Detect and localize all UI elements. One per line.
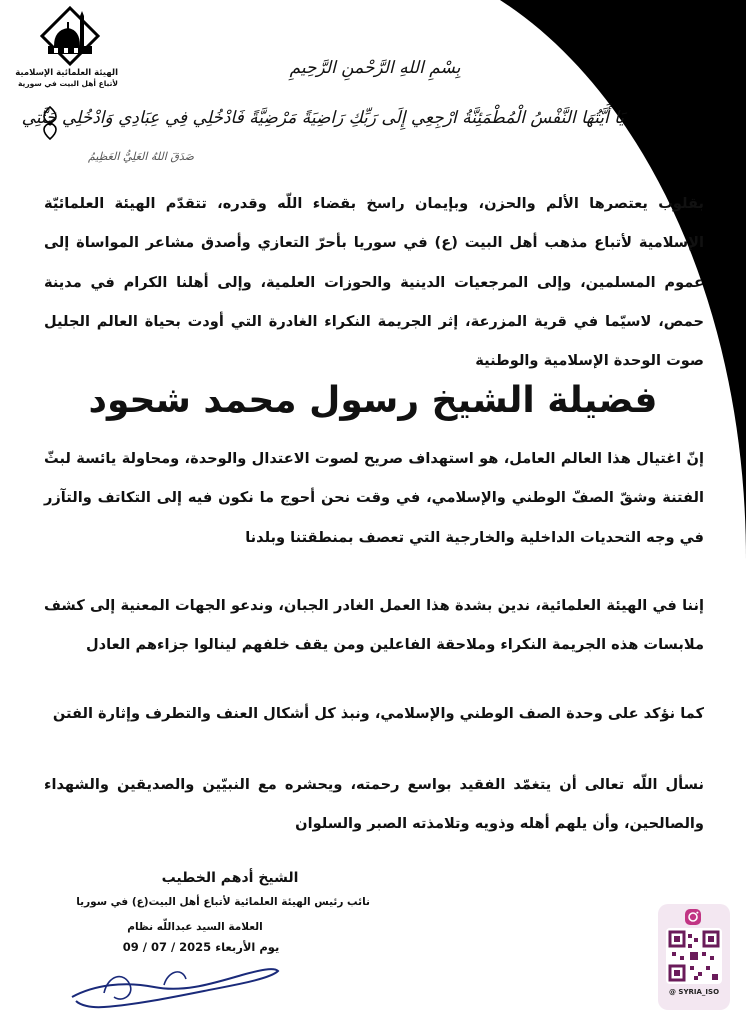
qr-code-icon	[666, 928, 722, 984]
organization-logo	[15, 6, 118, 104]
instagram-handle: @ SYRIA_ISO	[668, 988, 720, 996]
second-signatory: العلامة السيد عبداللّه نظام	[127, 921, 263, 933]
deceased-name-headline: فضيلة الشيخ رسول محمد شحود	[88, 380, 658, 421]
mosque-emblem-icon	[40, 6, 100, 68]
logo-title: الهيئة العلمائية الإسلامية	[15, 68, 118, 78]
quran-verse-row	[21, 102, 650, 146]
sadaq-phrase: صَدَقَ اللهُ العَلِيُّ العَظِيمُ	[88, 150, 194, 163]
instagram-icon	[684, 908, 702, 926]
signatory-title: نائب رئيس الهيئة العلمائية لأتباع أهل البيت(ع) في سوريا	[76, 896, 370, 908]
instagram-qr-card[interactable]	[658, 904, 730, 1010]
ornament-right-icon	[630, 106, 650, 140]
handwritten-signature	[64, 945, 284, 1015]
basmala: بِسْمِ اللهِ الرَّحْمنِ الرَّحِيمِ	[289, 58, 461, 78]
unity-paragraph: كما نؤكد على وحدة الصف الوطني والإسلامي، ونبذ كل أشكال العنف والتطرف وإثارة الفتن	[52, 705, 704, 722]
intro-paragraph: بقلوب يعتصرها الألم والحزن، وبإيمان راسخ بقضاء اللّه وقدره، تتقدّم الهيئة العلمائيّة الإسلامية لأتباع مذهب أهل البيت (ع) في سوريا بأحرّ التعازي وأصدق مشاعر المواساة إلى عموم المسلمين، وإلى المرجعيات الدينية والحوزات العلمية، وإلى أهلنا الكرام في مدينة حمص، لاسيّما في قرية المزرعة، إثر الجريمة النكراء الغادرة التي أودت بحياة العالم الجليل صوت الوحدة الإسلامية والوطنية	[44, 195, 704, 370]
quran-verse: يَا أَيَّتُهَا النَّفْسُ الْمُطْمَئِنَّةُ ارْجِعِي إِلَى رَبِّكِ رَاضِيَةً مَرْضِيَّةً فَادْخُلِي فِي عِبَادِي وَادْخُلِي جَنَّتِي	[21, 108, 624, 128]
condemnation-paragraph: إننا في الهيئة العلمائية، ندين بشدة هذا العمل الغادر الجبان، وندعو الجهات المعنية إلى كشف ملابسات هذه الجريمة النكراء وملاحقة الفاعلين ومن يقف خلفهم لينالوا جزاءهم العادل	[44, 597, 704, 654]
assassination-paragraph: إنّ اغتيال هذا العالم العامل، هو استهداف صريح لصوت الاعتدال والوحدة، ومحاولة يائسة لبثّ الفتنة وشقّ الصفّ الوطني والإسلامي، في وقت نحن أحوج ما نكون فيه إلى التكاتف والتآزر في وجه التحديات الداخلية والخارجية التي تعصف بمنطقتنا وبلدنا	[44, 450, 704, 546]
logo-subtitle: لأتباع أهل البيت في سورية	[17, 79, 118, 88]
statement-date: يوم الأربعاء 2025 / 07 / 09	[122, 940, 280, 954]
prayer-paragraph: نسأل اللّه تعالى أن يتغمّد الفقيد بواسع رحمته، ويحشره مع النبيّين والصديقين والشهداء والصالحين، وأن يلهم أهله وذويه وتلامذته الصبر والسلوان	[44, 776, 704, 833]
signatory-name: الشيخ أدهم الخطيب	[161, 870, 299, 886]
